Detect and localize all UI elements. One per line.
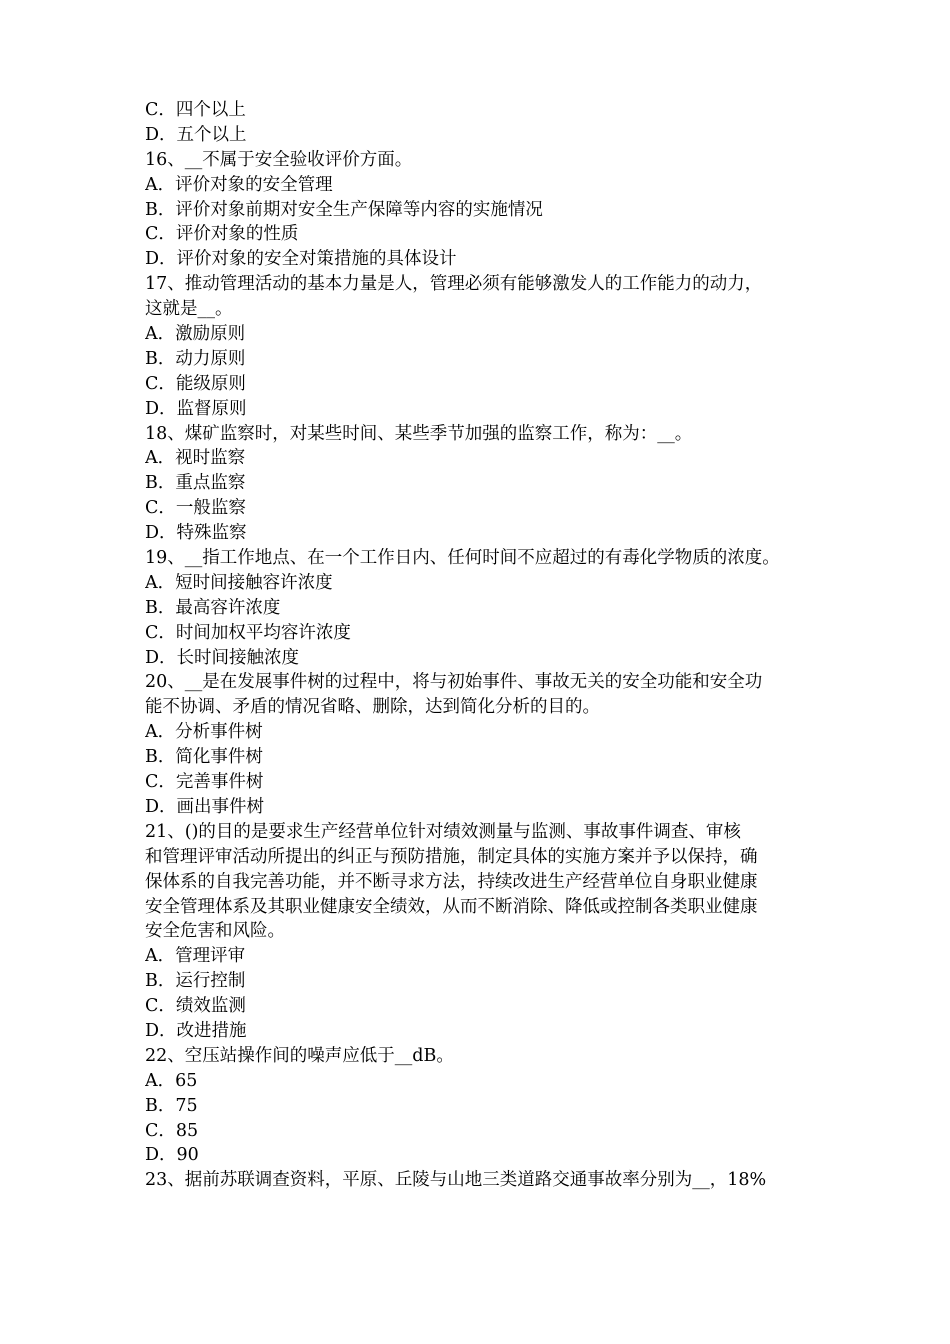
option-a-q22: A．65 bbox=[145, 1070, 198, 1091]
option-b-q17: B．动力原则 bbox=[145, 348, 246, 369]
question-21-line-1: 21、()的目的是要求生产经营单位针对绩效测量与监测、事故事件调查、审核 bbox=[145, 821, 741, 842]
option-d-q22: D．90 bbox=[145, 1145, 199, 1166]
option-c-q16: C．评价对象的性质 bbox=[145, 224, 299, 245]
question-20-line-2: 能不协调、矛盾的情况省略、删除，达到简化分析的目的。 bbox=[145, 697, 600, 718]
question-21-line-5: 安全危害和风险。 bbox=[145, 921, 285, 942]
option-b-q22: B．75 bbox=[145, 1095, 198, 1116]
option-c-q19: C．时间加权平均容许浓度 bbox=[145, 622, 351, 643]
question-17-line-1: 17、推动管理活动的基本力量是人，管理必须有能够激发人的工作能力的动力， bbox=[145, 274, 763, 295]
option-c-q20: C．完善事件树 bbox=[145, 772, 264, 793]
option-c-q15: C．四个以上 bbox=[145, 100, 246, 120]
option-c-q21: C．绩效监测 bbox=[145, 996, 246, 1017]
question-21-line-4: 安全管理体系及其职业健康安全绩效，从而不断消除、降低或控制各类职业健康 bbox=[145, 896, 758, 917]
option-c-q18: C．一般监察 bbox=[145, 498, 246, 519]
option-d-q15: D．五个以上 bbox=[145, 124, 247, 145]
option-d-q19: D．长时间接触浓度 bbox=[145, 647, 300, 668]
option-d-q17: D．监督原则 bbox=[145, 398, 247, 419]
option-d-q20: D．画出事件树 bbox=[145, 796, 265, 817]
option-a-q18: A．视时监察 bbox=[145, 448, 246, 469]
question-17-line-2: 这就是__。 bbox=[145, 299, 233, 320]
option-a-q21: A．管理评审 bbox=[145, 946, 246, 967]
option-b-q19: B．最高容许浓度 bbox=[145, 597, 281, 618]
question-20-line-1: 20、__是在发展事件树的过程中，将与初始事件、事故无关的安全功能和安全功 bbox=[145, 672, 763, 693]
option-a-q19: A．短时间接触容许浓度 bbox=[145, 572, 333, 593]
question-16: 16、__不属于安全验收评价方面。 bbox=[145, 149, 413, 170]
option-c-q22: C．85 bbox=[145, 1120, 199, 1141]
document-page bbox=[145, 98, 807, 1193]
option-d-q21: D．改进措施 bbox=[145, 1020, 247, 1041]
option-b-q18: B．重点监察 bbox=[145, 473, 246, 494]
option-a-q17: A．激励原则 bbox=[145, 324, 246, 345]
question-21-line-2: 和管理评审活动所提出的纠正与预防措施，制定具体的实施方案并予以保持，确 bbox=[145, 846, 758, 867]
option-d-q16: D．评价对象的安全对策措施的具体设计 bbox=[145, 249, 457, 270]
question-21-line-3: 保体系的自我完善功能，并不断寻求方法，持续改进生产经营单位自身职业健康 bbox=[145, 871, 758, 892]
option-d-q18: D．特殊监察 bbox=[145, 523, 247, 544]
option-b-q20: B．简化事件树 bbox=[145, 747, 263, 768]
option-b-q16: B．评价对象前期对安全生产保障等内容的实施情况 bbox=[145, 199, 543, 220]
option-a-q16: A．评价对象的安全管理 bbox=[145, 174, 333, 195]
question-18: 18、煤矿监察时，对某些时间、某些季节加强的监察工作，称为：__。 bbox=[145, 423, 693, 444]
option-c-q17: C．能级原则 bbox=[145, 373, 246, 394]
question-23-line-1: 23、据前苏联调查资料，平原、丘陵与山地三类道路交通事故率分别为__，18% bbox=[145, 1170, 767, 1191]
question-22: 22、空压站操作间的噪声应低于__dB。 bbox=[145, 1045, 454, 1066]
option-b-q21: B．运行控制 bbox=[145, 971, 246, 992]
question-19: 19、__指工作地点、在一个工作日内、任何时间不应超过的有毒化学物质的浓度。 bbox=[145, 548, 780, 569]
option-a-q20: A．分析事件树 bbox=[145, 722, 263, 743]
